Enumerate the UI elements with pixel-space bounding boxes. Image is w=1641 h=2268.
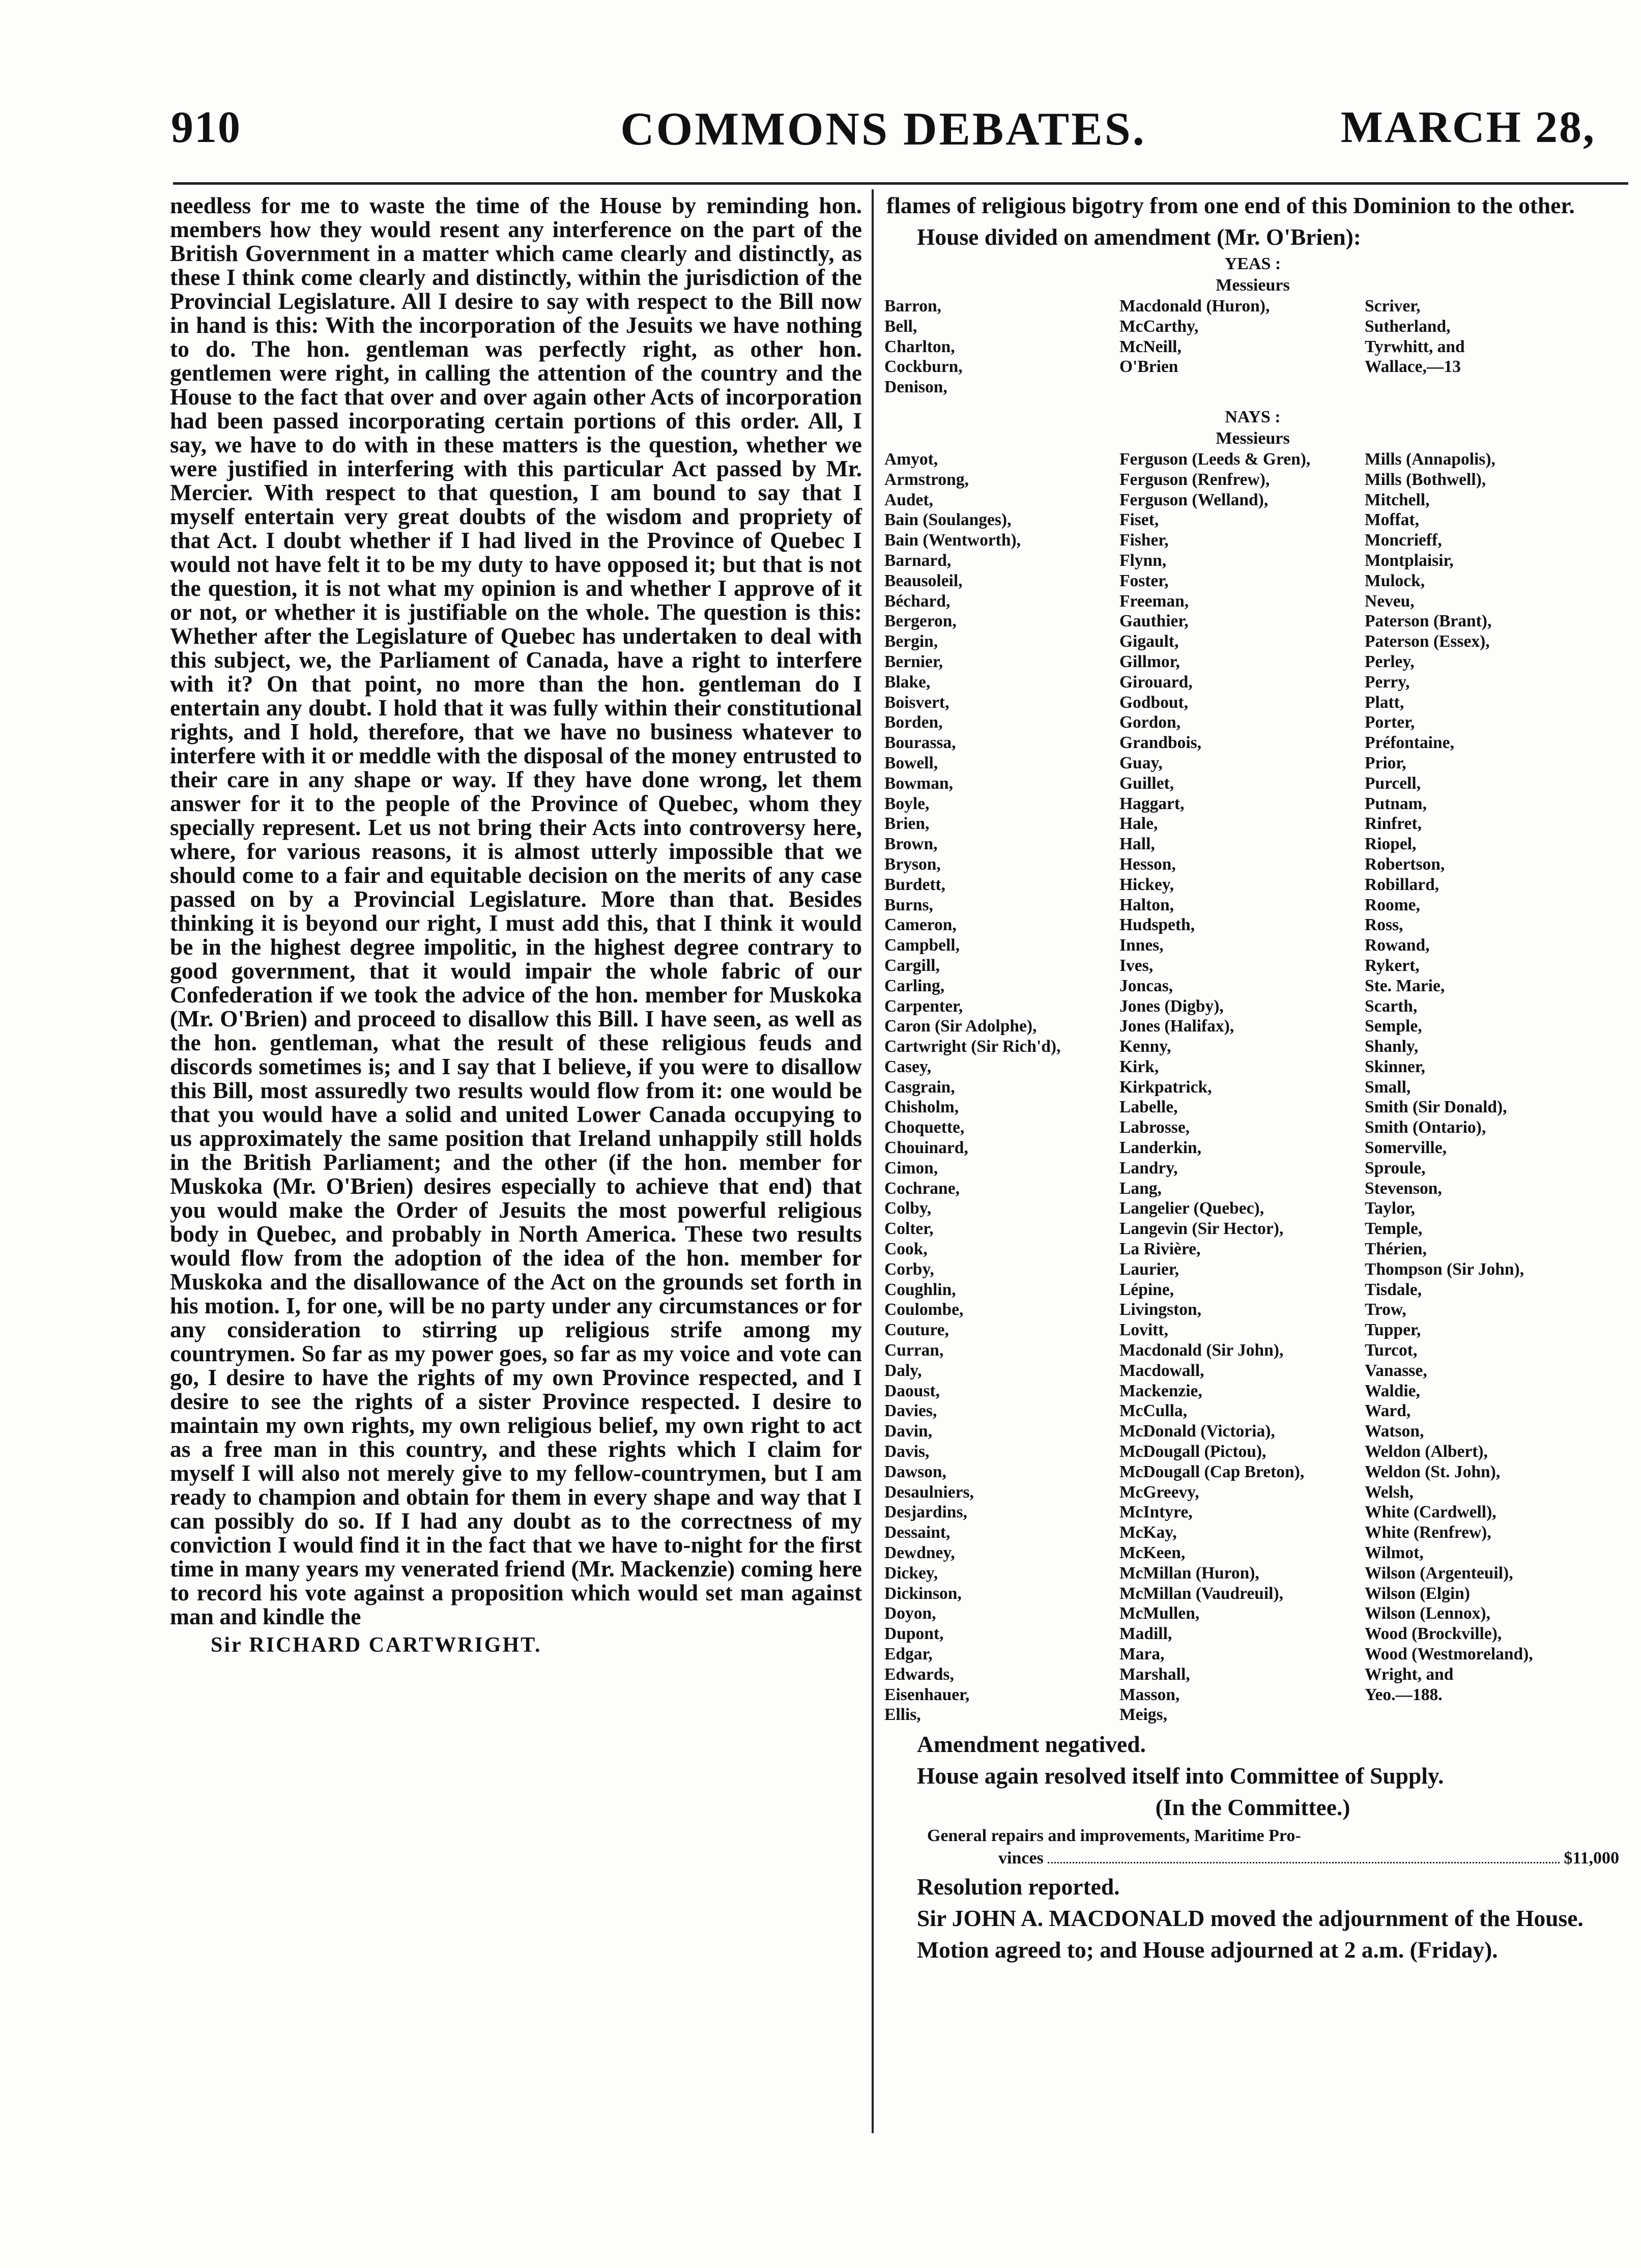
member-name: Lépine, [1119, 1280, 1174, 1299]
member-name: Doyon, [884, 1604, 936, 1623]
member-name: Thompson (Sir John), [1365, 1259, 1524, 1279]
member-name: Macdonald (Huron), [1119, 297, 1270, 315]
member-name: Cartwright (Sir Rich'd), [884, 1037, 1061, 1056]
member-name: Moffat, [1365, 510, 1419, 530]
nays-column [1365, 449, 1617, 1725]
nays-list [884, 449, 1619, 1725]
member-name: Dawson, [884, 1462, 946, 1481]
member-name: Yeo.—188. [1365, 1685, 1443, 1704]
member-name: Gordon, [1119, 713, 1181, 732]
member-name: Robillard, [1365, 875, 1440, 894]
member-name: White (Renfrew), [1365, 1523, 1491, 1542]
member-name: Turcot, [1365, 1341, 1418, 1360]
member-name: Bain (Soulanges), [884, 510, 1012, 530]
member-name: Chisholm, [884, 1098, 959, 1117]
member-name: McDonald (Victoria), [1119, 1422, 1275, 1441]
member-name: Ives, [1119, 956, 1154, 975]
member-name: Dewdney, [884, 1543, 955, 1563]
member-name: Colby, [884, 1199, 932, 1218]
member-name: Campbell, [884, 936, 960, 955]
member-name: Cockburn, [884, 357, 963, 377]
member-name: Béchard, [884, 591, 951, 611]
member-name: Dickey, [884, 1563, 938, 1583]
member-name: McDougall (Pictou), [1119, 1442, 1266, 1461]
member-name: Bernier, [884, 652, 943, 671]
member-name: Armstrong, [884, 470, 969, 489]
member-name: Perley, [1365, 652, 1415, 671]
member-name: Ferguson (Renfrew), [1119, 470, 1270, 489]
speaker-name: Sir RICHARD CARTWRIGHT. [211, 1633, 542, 1657]
member-name: Barnard, [884, 551, 952, 570]
member-name: Weldon (St. John), [1365, 1462, 1501, 1481]
yeas-heading: YEAS : [1224, 254, 1281, 273]
member-name: Wood (Westmoreland), [1365, 1645, 1533, 1663]
nays-column [884, 449, 1119, 1725]
member-name: Hall, [1119, 835, 1155, 854]
member-name: Innes, [1119, 936, 1164, 955]
member-name: Préfontaine, [1365, 733, 1454, 753]
member-name: Temple, [1365, 1219, 1423, 1239]
member-name: Rinfret, [1365, 814, 1422, 834]
member-name: Choquette, [884, 1118, 965, 1137]
member-name: Stevenson, [1365, 1179, 1442, 1198]
member-name: Davies, [884, 1401, 937, 1421]
member-name: Halton, [1119, 895, 1174, 914]
member-name: Daoust, [884, 1381, 940, 1400]
member-name: Daly, [884, 1361, 922, 1380]
member-name: Welsh, [1365, 1482, 1414, 1502]
member-name: McMullen, [1119, 1604, 1200, 1623]
member-name: La Rivière, [1119, 1240, 1201, 1259]
member-name: Meigs, [1119, 1705, 1167, 1725]
member-name: Coulombe, [884, 1300, 964, 1319]
member-name: Edwards, [884, 1664, 954, 1684]
member-name: McMillan (Huron), [1119, 1563, 1259, 1583]
member-name: Wilson (Elgin) [1365, 1584, 1470, 1603]
member-name: Carling, [884, 976, 945, 995]
member-name: Bergeron, [884, 612, 957, 631]
member-name: Cimon, [884, 1158, 938, 1178]
page-date: MARCH 28, [1340, 103, 1596, 152]
member-name: Neveu, [1365, 591, 1415, 611]
result-line: Amendment negatived. [917, 1731, 1146, 1758]
member-name: Landerkin, [1119, 1138, 1202, 1158]
member-name: Desaulniers, [884, 1482, 974, 1502]
page-header [171, 102, 1596, 173]
member-name: Labelle, [1119, 1098, 1178, 1117]
member-name: Chouinard, [884, 1138, 968, 1158]
member-name: Bain (Wentworth), [884, 531, 1021, 550]
member-name: Montplaisir, [1365, 551, 1454, 570]
committee-line: House again resolved itself into Committee of Supply. [917, 1763, 1444, 1789]
member-name: Carpenter, [884, 996, 963, 1016]
member-name: Robertson, [1365, 854, 1445, 874]
member-name: Boyle, [884, 794, 930, 813]
member-name: Jones (Digby), [1119, 996, 1224, 1016]
member-name: McGreevy, [1119, 1482, 1199, 1502]
member-name: Somerville, [1365, 1138, 1447, 1158]
member-name: White (Cardwell), [1365, 1503, 1496, 1522]
member-name: Burns, [884, 895, 933, 914]
member-name: Scarth, [1365, 996, 1418, 1016]
member-name: Beausoleil, [884, 571, 963, 590]
member-name: Shanly, [1365, 1037, 1419, 1056]
member-name: Mills (Annapolis), [1365, 449, 1495, 469]
member-name: Davis, [884, 1442, 930, 1461]
left-column [170, 193, 862, 1658]
member-name: Burdett, [884, 875, 946, 894]
member-name: Mills (Bothwell), [1365, 470, 1486, 489]
member-name: Vanasse, [1365, 1361, 1427, 1380]
messieurs-label: Messieurs [1216, 276, 1290, 295]
member-name: Waldie, [1365, 1381, 1420, 1400]
page-number: 910 [171, 103, 241, 152]
member-name: Laurier, [1119, 1259, 1179, 1279]
member-name: Dessaint, [884, 1523, 951, 1542]
member-name: Jones (Halifax), [1119, 1017, 1234, 1036]
member-name: Blake, [884, 672, 931, 692]
member-name: Macdowall, [1119, 1361, 1204, 1380]
member-name: Sutherland, [1365, 317, 1451, 336]
member-name: Livingston, [1119, 1300, 1202, 1319]
messieurs-label: Messieurs [1216, 428, 1290, 448]
member-name: Moncrieff, [1365, 531, 1442, 550]
member-name: Girouard, [1119, 672, 1193, 692]
member-name: Desjardins, [884, 1503, 967, 1522]
member-name: Haggart, [1119, 794, 1185, 813]
estimate-description: General repairs and improvements, Maritime Pro- [927, 1826, 1301, 1846]
member-name: Mara, [1119, 1645, 1165, 1663]
member-name: Paterson (Brant), [1365, 612, 1492, 631]
resolution-line: Resolution reported. [917, 1874, 1120, 1900]
yeas-column [1119, 296, 1365, 397]
member-name: Cargill, [884, 956, 940, 975]
member-name: Guillet, [1119, 773, 1174, 793]
division-intro: House divided on amendment (Mr. O'Brien): [917, 224, 1361, 250]
member-name: Putnam, [1365, 794, 1427, 813]
member-name: Caron (Sir Adolphe), [884, 1017, 1037, 1036]
motion-line: Sir JOHN A. MACDONALD moved the adjournment of the House. [917, 1905, 1584, 1932]
in-committee-line: (In the Committee.) [1155, 1794, 1350, 1821]
member-name: Tisdale, [1365, 1280, 1422, 1299]
member-name: Gigault, [1119, 632, 1179, 651]
member-name: Foster, [1119, 571, 1169, 590]
member-name: Thérien, [1365, 1240, 1427, 1259]
member-name: Ferguson (Welland), [1119, 490, 1269, 509]
member-name: Small, [1365, 1077, 1411, 1097]
member-name: McCulla, [1119, 1401, 1188, 1421]
member-name: Wilmot, [1365, 1543, 1424, 1563]
member-name: Charlton, [884, 337, 955, 356]
yeas-list [884, 296, 1619, 397]
page-title: COMMONS DEBATES. [620, 103, 1146, 155]
member-name: Madill, [1119, 1624, 1172, 1644]
member-name: Gillmor, [1119, 652, 1180, 671]
member-name: Roome, [1365, 895, 1420, 914]
member-name: Trow, [1365, 1300, 1406, 1319]
member-name: Cochrane, [884, 1179, 960, 1198]
member-name: Smith (Ontario), [1365, 1118, 1486, 1137]
member-name: Hickey, [1119, 875, 1174, 894]
member-name: Hudspeth, [1119, 915, 1195, 935]
nays-heading: NAYS : [1225, 407, 1281, 426]
column-divider [872, 189, 874, 2133]
member-name: Bryson, [884, 854, 941, 874]
member-name: Rowand, [1365, 936, 1430, 955]
member-name: Kirk, [1119, 1057, 1159, 1076]
member-name: Hesson, [1119, 854, 1176, 874]
member-name: Cameron, [884, 915, 957, 935]
member-name: Corby, [884, 1259, 934, 1279]
member-name: Landry, [1119, 1158, 1178, 1178]
member-name: Ward, [1365, 1401, 1411, 1421]
member-name: Watson, [1365, 1422, 1424, 1441]
member-name: Tupper, [1365, 1320, 1421, 1340]
member-name: O'Brien [1119, 357, 1178, 377]
member-name: Tyrwhitt, and [1365, 337, 1465, 356]
member-name: Curran, [884, 1341, 944, 1360]
member-name: Taylor, [1365, 1199, 1415, 1218]
member-name: Wright, and [1365, 1664, 1454, 1684]
member-name: Brien, [884, 814, 930, 834]
member-name: Guay, [1119, 753, 1163, 772]
member-name: Mitchell, [1365, 490, 1430, 509]
member-name: McIntyre, [1119, 1503, 1193, 1522]
member-name: Mackenzie, [1119, 1381, 1202, 1400]
member-name: Langelier (Quebec), [1119, 1199, 1264, 1218]
member-name: McKeen, [1119, 1543, 1186, 1563]
member-name: Masson, [1119, 1685, 1180, 1704]
member-name: Smith (Sir Donald), [1365, 1098, 1507, 1117]
yeas-column [1365, 296, 1617, 397]
member-name: Cook, [884, 1240, 928, 1259]
member-name: Sproule, [1365, 1158, 1426, 1178]
member-name: Grandbois, [1119, 733, 1202, 753]
member-name: Ross, [1365, 915, 1403, 935]
member-name: Wilson (Argenteuil), [1365, 1563, 1513, 1583]
member-name: Borden, [884, 713, 943, 732]
member-name: McCarthy, [1119, 317, 1199, 336]
member-name: Fisher, [1119, 531, 1169, 550]
header-rule [173, 182, 1628, 185]
right-column [886, 193, 1619, 1962]
member-name: Edgar, [884, 1645, 933, 1663]
member-name: Ellis, [884, 1705, 921, 1725]
member-name: Boisvert, [884, 693, 949, 712]
member-name: Bowman, [884, 773, 953, 793]
member-name: Prior, [1365, 753, 1406, 772]
member-name: Colter, [884, 1219, 934, 1239]
leader-dots [1048, 1847, 1560, 1863]
speech-paragraph: needless for me to waste the time of the House by reminding hon. members how they would resent any interference on the part of the British Government in a matter which came clearly and distinctly, as these I think come clearly and distinctly, within the jurisdiction of the Provincial Legislature. All I desire to say with respect to the Bill now in hand is this: With the incorporation of the Jesuits we have nothing to do. The hon. gentleman was perfectly right, as other hon. gentlemen were right, in calling the attention of the country and the House to the fact that over and over again other Acts of incorporation had been passed incorporating certain portions of this order. All, I say, we have to do with in these matters is the question, whether we were justified in interfering with this particular Act passed by Mr. Mercier. With respect to that question, I am bound to say that I myself entertain very great doubts of the wisdom and propriety of that Act. I doubt whether if I had lived in the Province of Quebec I would not have felt it to be my duty to have opposed it; but that is not the question, it is not what my opinion is and whether I approve of it or not, or whether it is justifiable on the whole. The question is this: Whether after the Legislature of Quebec has undertaken to deal with this subject, we, the Parliament of Canada, have a right to interfere with it? On that point, no more than the hon. gentleman do I entertain any doubt. I hold that it was fully within their constitutional rights, and I hold, therefore, that we have no business whatever to interfere with it or meddle with the disposal of the money entrusted to their care in any shape or way. If they have done wrong, let them answer for it to the people of the Province of Quebec, whom they specially represent. Let us not bring their Acts into controversy here, where, for various reasons, it is almost utterly impossible that we should come to a fair and equitable decision on the merits of any case passed on by a Provincial Legislature. More than that. Besides thinking it is beyond our right, I must add this, that I think it would be in the highest degree impolitic, in the highest degree contrary to good government, that it would impair the whole fabric of our Confederation if we took the advice of the hon. member for Muskoka (Mr. O'Brien) and proceed to disallow this Bill. I have seen, as well as the hon. gentleman, what the result of these religious feuds and discords sometimes is; and I say that I believe, if you were to disallow this Bill, most assuredly two results would flow from it: one would be that you would have a solid and united Lower Canada occupying to us approximately the same position that Ireland unhappily still holds in the British Parliament; and the other (if the hon. member for Muskoka (Mr. O'Brien) desires especially to achieve that end) that you would make the Order of Jesuits the most powerful religious body in Quebec, and probably in North America. These two results would flow from the adoption of the idea of the hon. member for Muskoka and the disallowance of the Act on the grounds set forth in his motion. I, for one, will be no party under any circumstances or for any consideration to stirring up religious strife among my countrymen. So far as my power goes, so far as my voice and vote can go, I desire to have the rights of my own Province respected, and I desire to see the rights of a sister Province respected. I desire to maintain my own rights, my own religious belief, my own right to act as a free man in this country, and these rights which I claim for myself I will also not merely give to my fellow-countrymen, but I am ready to champion and obtain for them in every shape and way that I can possibly do so. If I had any doubt as to the correctness of my conviction I would find it in the fact that we have to-night for the first time in many years my venerated friend (Mr. Mackenzie) coming here to record his vote against a proposition which would set man against man and kindle the [170, 192, 862, 1629]
member-name: McDougall (Cap Breton), [1119, 1462, 1305, 1481]
member-name: McKay, [1119, 1523, 1177, 1542]
member-name: Freeman, [1119, 591, 1189, 611]
member-name: Flynn, [1119, 551, 1167, 570]
member-name: Rykert, [1365, 956, 1420, 975]
member-name: Eisenhauer, [884, 1685, 970, 1704]
member-name: Godbout, [1119, 693, 1188, 712]
member-name: Casey, [884, 1057, 932, 1076]
member-name: Ste. Marie, [1365, 976, 1445, 995]
member-name: Dupont, [884, 1624, 944, 1644]
member-name: Paterson (Essex), [1365, 632, 1490, 651]
member-name: Kirkpatrick, [1119, 1077, 1212, 1097]
member-name: Riopel, [1365, 835, 1417, 854]
member-name: Scriver, [1365, 297, 1421, 315]
member-name: Amyot, [884, 449, 938, 469]
member-name: Skinner, [1365, 1057, 1425, 1076]
member-name: Audet, [884, 490, 933, 509]
member-name: Platt, [1365, 693, 1404, 712]
member-name: Barron, [884, 297, 941, 315]
adjourn-line: Motion agreed to; and House adjourned at 2 a.m. (Friday). [917, 1937, 1498, 1963]
member-name: McMillan (Vaudreuil), [1119, 1584, 1283, 1603]
member-name: Perry, [1365, 672, 1410, 692]
member-name: Davin, [884, 1422, 933, 1441]
member-name: Purcell, [1365, 773, 1421, 793]
member-name: Marshall, [1119, 1664, 1190, 1684]
estimate-item [897, 1825, 1619, 1870]
member-name: Gauthier, [1119, 612, 1189, 631]
member-name: Macdonald (Sir John), [1119, 1341, 1284, 1360]
member-name: Denison, [884, 378, 947, 397]
nays-column [1119, 449, 1365, 1725]
member-name: Porter, [1365, 713, 1415, 732]
member-name: Labrosse, [1119, 1118, 1190, 1137]
member-name: Lovitt, [1119, 1320, 1168, 1340]
member-name: Semple, [1365, 1017, 1422, 1036]
member-name: Wallace,—13 [1365, 357, 1461, 377]
member-name: Lang, [1119, 1179, 1162, 1198]
speech-continuation: flames of religious bigotry from one end of this Dominion to the other. [886, 192, 1575, 218]
member-name: Bergin, [884, 632, 938, 651]
member-name: Wood (Brockville), [1365, 1624, 1502, 1644]
member-name: Bell, [884, 317, 917, 336]
member-name: McNeill, [1119, 337, 1182, 356]
member-name: Brown, [884, 835, 938, 854]
member-name: Fiset, [1119, 510, 1159, 530]
member-name: Casgrain, [884, 1077, 955, 1097]
member-name: Dickinson, [884, 1584, 962, 1603]
member-name: Coughlin, [884, 1280, 956, 1299]
member-name: Wilson (Lennox), [1365, 1604, 1490, 1623]
member-name: Couture, [884, 1320, 949, 1340]
member-name: Bourassa, [884, 733, 956, 753]
estimate-description-cont: vinces [998, 1849, 1044, 1868]
member-name: Mulock, [1365, 571, 1425, 590]
member-name: Langevin (Sir Hector), [1119, 1219, 1284, 1239]
member-name: Ferguson (Leeds & Gren), [1119, 449, 1311, 469]
member-name: Joncas, [1119, 976, 1173, 995]
member-name: Weldon (Albert), [1365, 1442, 1488, 1461]
member-name: Kenny, [1119, 1037, 1171, 1056]
yeas-column [884, 296, 1119, 397]
member-name: Hale, [1119, 814, 1158, 834]
member-name: Bowell, [884, 753, 938, 772]
estimate-amount: $11,000 [1564, 1849, 1619, 1868]
